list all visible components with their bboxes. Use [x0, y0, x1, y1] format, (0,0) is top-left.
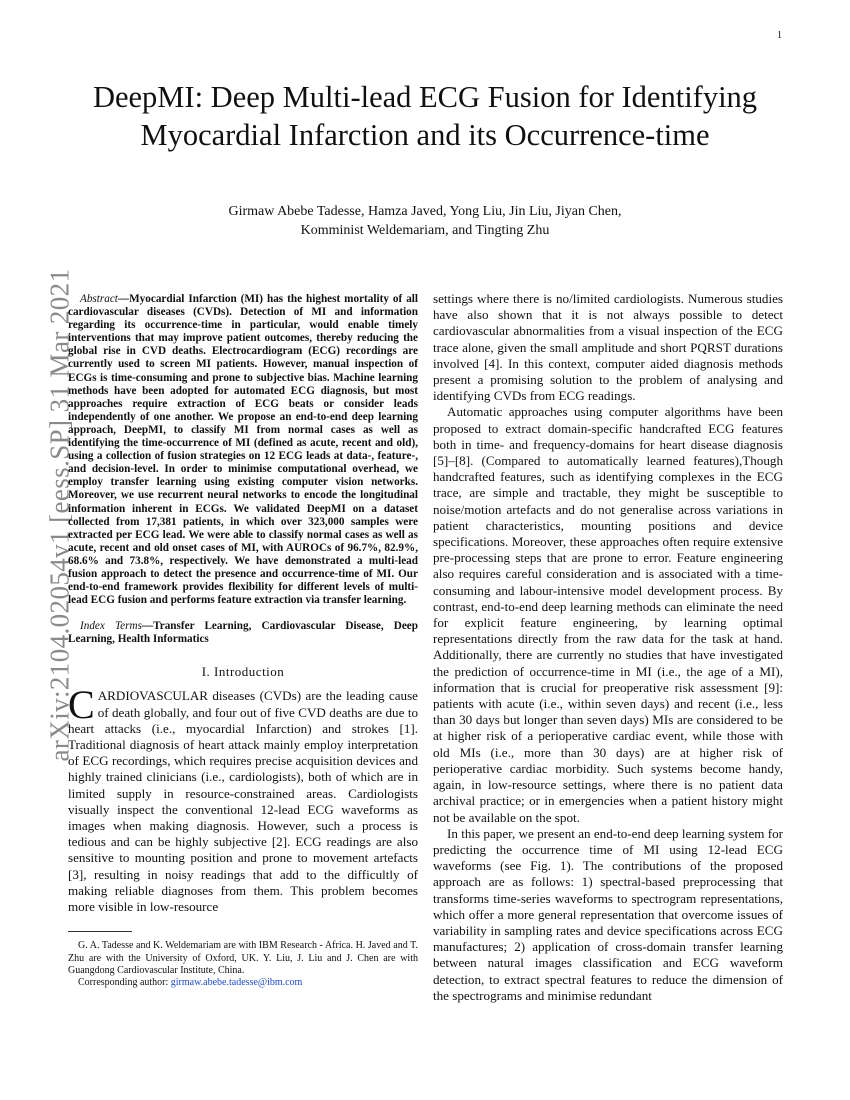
abstract — [68, 293, 418, 607]
corresponding-email-link[interactable]: girmaw.abebe.tadesse@ibm.com — [170, 977, 303, 989]
dropcap: C — [68, 682, 95, 728]
author-list — [90, 203, 760, 240]
right-column — [433, 291, 783, 1004]
intro-paragraph-2: Automatic approaches using computer algorithms have been proposed to extract domain-specific handcrafted ECG features both in time- and frequency-domains for heart disease diagnosis [5]–[8]. (Compared to automatically learned features),Though handcrafted features, such as identifying complexes in the ECG trace, are simple and tractable, they might be susceptible to noise/motion artefacts and do not generalise across variations in patient characteristics, mounting positions and device specifications. Moreover, these approaches often require extensive pre-processing steps that are prone to error. Feature engineering also requires careful consideration and is associated with a time-consuming and labour-intensive model development process. By contrast, end-to-end deep learning methods can eliminate the need for explicit feature engineering, by learning optimal representations directly from the raw data for the task at hand. Additionally, there are currently no studies that have investigated the prediction of occurrence-time in MI (i.e., the age of a MI), information that is crucial for preoperative risk assessment [9]: patients with acute (i.e., within seven days) and recent (i.e., less than 30 days but longer than seven days) MIs are considered to be at higher risk of a perioperative cardiac event, while those with old MIs (i.e., more than 30 days) are at higher risk of perioperative cardiac morbidity. Such systems become handy, again, in low-resource settings, where there is no patient data archival practice; or in emergencies when a patient history might not be available on the spot. — [433, 404, 783, 825]
intro-paragraph-1 — [68, 682, 418, 915]
page-number: 1 — [777, 30, 782, 41]
arxiv-stamp: arXiv:2104.02054v1 [eess.SP] 31 Mar 2021 — [44, 268, 75, 762]
intro-first-word: ARDIOVASCULAR — [97, 688, 209, 704]
paper-title: DeepMI: Deep Multi-lead ECG Fusion for Identifying Myocardial Infarction and its Occurrence-time — [92, 80, 758, 152]
author-line-1: Girmaw Abebe Tadesse, Hamza Javed, Yong Liu, Jin Liu, Jiyan Chen, — [228, 204, 622, 219]
left-column — [68, 293, 418, 989]
corresponding-label: Corresponding author: — [78, 977, 171, 989]
index-terms-label: Index Terms — [80, 620, 142, 633]
footnote-corresponding — [68, 977, 418, 989]
abstract-text: —Myocardial Infarction (MI) has the highest mortality of all cardiovascular diseases (CVDs). Detection of MI and information regarding its occurrence-time in particular, would enable timely interventions that may improve patient outcomes, thereby reducing the global rise in CVD deaths. Electrocardiogram (ECG) recordings are currently used to screen MI patients. However, manual inspection of ECGs is time-consuming and prone to subjective bias. Machine learning methods have been adopted for automated ECG diagnosis, but most approaches require extraction of ECG beats or consider leads independently of one another. We propose an end-to-end deep learning approach, DeepMI, to classify MI from normal cases as well as identifying the time-occurrence of MI (defined as acute, recent and old), using a collection of fusion strategies on 12 ECG leads at data-, feature-, and decision-level. In order to minimise computational overhead, we employ transfer learning using existing computer vision networks. Moreover, we use recurrent neural networks to encode the longitudinal information inherent in ECGs. We validated DeepMI on a dataset collected from 17,381 patients, in which over 323,000 samples were extracted per ECG lead. We were able to classify normal cases as well as acute, recent and old onset cases of MI, with AUROCs of 96.7%, 82.9%, 68.6% and 73.8%, respectively. We have demonstrated a multi-lead fusion approach to detect the presence and occurrence-time of MI. Our end-to-end framework provides flexibility for different levels of multi-lead ECG fusion and performs feature extraction via transfer learning. — [68, 293, 418, 607]
intro-paragraph-3: In this paper, we present an end-to-end deep learning system for predicting the occurrence time of MI using 12-lead ECG waveforms (see Fig. 1). The contributions of the proposed approach are as follows: 1) spectral-based preprocessing that transforms time-series waveforms to spectrogram representations, which offer a more general representation that overcome issues of variability in sampling rates and device specifications across ECG manufactures; 2) application of cross-domain transfer learning between natural images classification and ECG waveform detection, to extract spectral features to reduce the dimension of the spectrograms and minimise redundant — [433, 825, 783, 1003]
footnote-affiliations: G. A. Tadesse and K. Weldemariam are with IBM Research - Africa. H. Javed and T. Zhu are with the University of Oxford, UK. Y. Liu, J. Liu and J. Chen are with Guangdong Cardiovascular Institute, China. — [68, 940, 418, 976]
index-terms — [68, 620, 418, 646]
intro-paragraph-1-continued: settings where there is no/limited cardiologists. Numerous studies have also shown that it is not always possible to detect cardiovascular abnormalities from a visual inspection of the ECG trace alone, given the small amplitude and short PQRST durations involved [4]. In this context, computer aided diagnosis methods present a promising solution to the problem of analysing and identifying CVDs from ECG readings. — [433, 291, 783, 404]
abstract-label: Abstract — [80, 293, 118, 305]
section-heading-introduction: I. Introduction — [201, 664, 285, 680]
author-line-2: Komminist Weldemariam, and Tingting Zhu — [300, 222, 550, 238]
index-terms-text: —Transfer Learning, Cardiovascular Disease, Deep Learning, Health Informatics — [68, 620, 418, 646]
footnote-rule — [68, 931, 132, 932]
intro-paragraph-1-text: diseases (CVDs) are the leading cause of death globally, and four out of five CVD deaths are due to heart attacks (i.e., myocardial Infarction) and strokes [1]. Traditional diagnosis of heart attack mainly employ interpretation of ECG recordings, which requires precise acquisition devices and highly trained clinicians (i.e., cardiologists), both of which are in limited supply in resource-constrained areas. Cardiologists visually inspect the conventional 12-lead ECG waveforms as images when making diagnosis. However, such a process is tedious and can be highly subjective [2]. ECG readings are also sensitive to mounting position and prone to movement artefacts [3], resulting in noisy readings that add to the difficultly of making reliable diagnoses from them. This problem becomes more visible in low-resource — [68, 688, 418, 915]
